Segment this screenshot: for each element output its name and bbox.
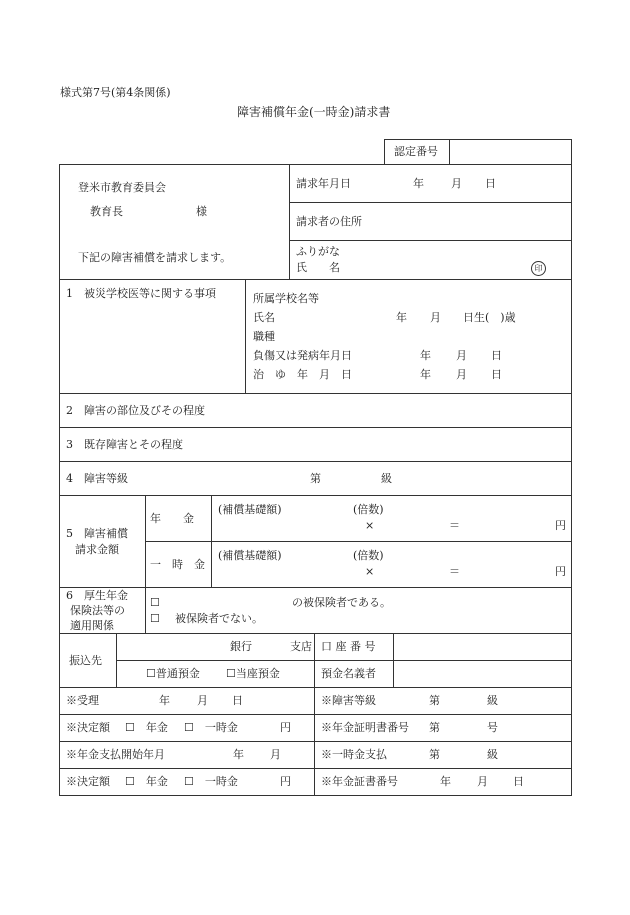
office-certificate-go: 号 <box>487 721 498 734</box>
request-date-year[interactable]: 年 <box>413 177 424 190</box>
cure-date-label: 治 ゆ 年 月 日 <box>253 368 352 381</box>
office-lump-dai: 第 <box>429 748 440 761</box>
annuity-equals: ＝ <box>449 519 460 532</box>
birth-year[interactable]: 年 <box>396 311 407 324</box>
transfer-label: 振込先 <box>69 654 102 667</box>
annuity-multiplier-label: (倍数) <box>353 503 384 516</box>
section6-heading-line2: 保険法等の <box>70 604 125 617</box>
office-lump-kyu: 級 <box>487 748 498 761</box>
office-payment-start-month: 月 <box>270 748 281 761</box>
annuity-yen: 円 <box>555 519 566 532</box>
office-decision2-label: ※決定額 <box>66 775 110 788</box>
office-decision-annuity: ☐ 年金 <box>125 721 168 734</box>
office-payment-start-year: 年 <box>233 748 244 761</box>
cure-month[interactable]: 月 <box>456 368 467 381</box>
office-grade-dai: 第 <box>429 694 440 707</box>
account-number-label: 口 座 番 号 <box>321 640 376 653</box>
section1-heading: 1 被災学校医等に関する事項 <box>66 287 216 300</box>
lump-yen: 円 <box>555 565 566 578</box>
office-pension-month: 月 <box>477 775 488 788</box>
injury-day[interactable]: 日 <box>491 349 502 362</box>
ordinary-deposit-checkbox[interactable]: ☐普通預金 <box>146 667 200 680</box>
office-pension-day: 日 <box>513 775 524 788</box>
lump-times: × <box>365 565 375 578</box>
lump-multiplier-label: (倍数) <box>353 549 384 562</box>
office-pension-certificate-label: ※年金証書番号 <box>321 775 398 788</box>
cure-year[interactable]: 年 <box>420 368 431 381</box>
office-receipt-day: 日 <box>232 694 243 707</box>
grade-dai: 第 <box>310 472 321 485</box>
office-decision-lump: ☐ 一時金 <box>184 721 238 734</box>
office-certificate-number-label: ※年金証明書番号 <box>321 721 409 734</box>
cure-day[interactable]: 日 <box>491 368 502 381</box>
seal-mark: 印 <box>531 261 546 276</box>
occupation-label: 職種 <box>253 330 275 343</box>
insured-yes-text: の被保険者である。 <box>292 596 391 609</box>
form-title: 障害補償年金(一時金)請求書 <box>237 105 391 119</box>
office-decision-yen: 円 <box>280 721 291 734</box>
section6-heading-line3: 適用関係 <box>70 619 114 632</box>
request-date-label: 請求年月日 <box>296 177 351 190</box>
request-date-day[interactable]: 日 <box>485 177 496 190</box>
lump-base-amount-label: (補償基礎額) <box>218 549 282 562</box>
annuity-times: × <box>365 519 375 532</box>
office-grade-label: ※障害等級 <box>321 694 376 707</box>
grade-kyu: 級 <box>381 472 392 485</box>
section5-heading-line2: 請求金額 <box>75 543 119 556</box>
office-receipt-label: ※受理 <box>66 694 99 707</box>
office-certificate-dai: 第 <box>429 721 440 734</box>
section3-heading: 3 既存障害とその程度 <box>66 438 183 451</box>
annuity-base-amount-label: (補償基礎額) <box>218 503 282 516</box>
recognition-number-label: 認定番号 <box>394 145 438 158</box>
claimant-address-label: 請求者の住所 <box>296 215 362 228</box>
office-decision2-lump: ☐ 一時金 <box>184 775 238 788</box>
branch-label: 支店 <box>290 640 312 653</box>
office-receipt-year: 年 <box>159 694 170 707</box>
office-decision2-annuity: ☐ 年金 <box>125 775 168 788</box>
form-number: 様式第7号(第4条関係) <box>60 86 171 99</box>
injury-month[interactable]: 月 <box>456 349 467 362</box>
insured-no-text: 被保険者でない。 <box>175 612 263 625</box>
injury-date-label: 負傷又は発病年月日 <box>253 349 352 362</box>
request-statement: 下記の障害補償を請求します。 <box>78 251 232 264</box>
claimant-name-label: 氏 名 <box>296 261 340 274</box>
school-label: 所属学校名等 <box>253 292 319 305</box>
recognition-number-field[interactable] <box>452 142 568 162</box>
addressee-honorific: 様 <box>196 205 207 218</box>
addressee-recipient: 教育長 <box>90 205 123 218</box>
office-pension-year: 年 <box>440 775 451 788</box>
annuity-label: 年 金 <box>150 512 194 525</box>
office-lump-payment-label: ※一時金支払 <box>321 748 387 761</box>
birth-month[interactable]: 月 <box>430 311 441 324</box>
birth-day-age[interactable]: 日生( )歳 <box>463 311 516 324</box>
section6-heading-line1: 6 厚生年金 <box>66 589 128 602</box>
addressee-office: 登米市教育委員会 <box>78 181 166 194</box>
office-payment-start-label: ※年金支払開始年月 <box>66 748 165 761</box>
injury-year[interactable]: 年 <box>420 349 431 362</box>
current-deposit-checkbox[interactable]: ☐当座預金 <box>226 667 280 680</box>
insured-yes-checkbox[interactable]: ☐ <box>150 596 160 609</box>
lump-sum-label: 一 時 金 <box>150 558 205 571</box>
victim-name-label: 氏名 <box>253 311 275 324</box>
section4-heading: 4 障害等級 <box>66 472 128 485</box>
office-decision-label: ※決定額 <box>66 721 110 734</box>
office-receipt-month: 月 <box>197 694 208 707</box>
insured-no-checkbox[interactable]: ☐ <box>150 612 160 625</box>
furigana-label: ふりがな <box>296 245 340 258</box>
office-decision2-yen: 円 <box>280 775 291 788</box>
bank-label: 銀行 <box>230 640 252 653</box>
section2-heading: 2 障害の部位及びその程度 <box>66 404 205 417</box>
request-date-month[interactable]: 月 <box>451 177 462 190</box>
section5-heading-line1: 5 障害補償 <box>66 527 128 540</box>
account-holder-label: 預金名義者 <box>321 667 376 680</box>
lump-equals: ＝ <box>449 565 460 578</box>
office-grade-kyu: 級 <box>487 694 498 707</box>
